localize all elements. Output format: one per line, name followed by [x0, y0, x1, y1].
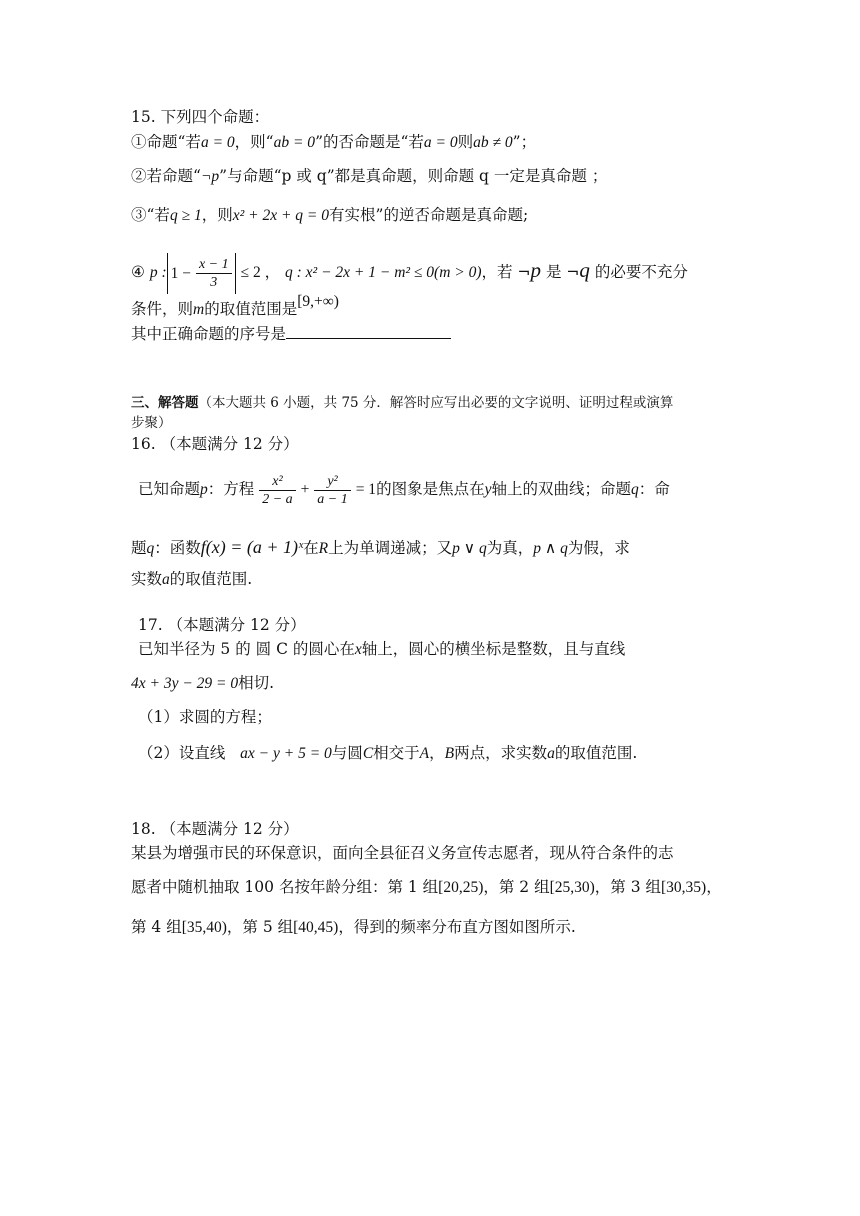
- q15-item-4: ④ p : 1 − $\frac{x - 1}{3}$ ≤ 2 ， q : x² − 2x + 1 − m² ≤ 0(m > 0)，若 ¬p 是 ¬q 的必要不充分: [131, 250, 688, 294]
- q15-title: 15. 下列四个命题：: [131, 108, 270, 126]
- section-heading: 三、解答题（本大题共 6 小题，共 75 分．解答时应写出必要的文字说明、证明过程或演算: [131, 395, 674, 411]
- q17-part-2: （2）设直线 ax − y + 5 = 0与圆C相交于A，B两点，求实数a的取值范围.: [138, 744, 638, 762]
- q18-line-3: 第 4 组[35,40)，第 5 组[40,45)，得到的频率分布直方图如图所示.: [131, 918, 576, 936]
- q17-line-1: 已知半径为 5 的 圆 C 的圆心在x轴上，圆心的横坐标是整数，且与直线: [138, 640, 626, 658]
- q15-answer-line: 其中正确命题的序号是: [131, 323, 451, 345]
- q17-line-2: 4x + 3y − 29 = 0相切.: [131, 674, 275, 692]
- q16-title: 16. （本题满分 12 分）: [131, 435, 299, 453]
- q15-item-1: ①命题“若a = 0，则“ab = 0”的否命题是“若a = 0则ab ≠ 0”；: [131, 133, 537, 151]
- absolute-value: 1 − $\frac{x - 1}{3}$: [167, 253, 236, 294]
- q17-title: 17. （本题满分 12 分）: [138, 616, 306, 634]
- q18-title: 18. （本题满分 12 分）: [131, 820, 299, 838]
- q18-line-1: 某县为增强市民的环保意识，面向全县征召义务宣传志愿者，现从符合条件的志: [131, 844, 674, 862]
- q17-part-1: （1）求圆的方程；: [138, 708, 272, 726]
- q15-item-3: ③“若q ≥ 1，则x² + 2x + q = 0有实根”的逆否命题是真命题;: [131, 206, 529, 224]
- q16-line-2: 题q：函数f(x) = (a + 1)ˣ在R上为单调递减；又p ∨ q为真，p ∧ q为假，求: [131, 537, 630, 557]
- q15-item-2: ②若命题“¬p”与命题“p 或 q”都是真命题，则命题 q 一定是真命题 ；: [131, 167, 608, 185]
- q16-line-3: 实数a的取值范围.: [131, 570, 253, 588]
- q15-item-4-cont: 条件，则m的取值范围是[9,+∞): [131, 293, 339, 318]
- answer-blank: [286, 324, 451, 339]
- section-note-cont: 步聚）: [131, 415, 172, 431]
- q16-line-1: 已知命题p：方程 $\frac{\text{x²}}{2 - a}$ + $\frac{\text{y²}}{a - 1}$ = 1的图象是焦点在y轴上的双曲线；命题q：命: [138, 473, 670, 507]
- q18-line-2: 愿者中随机抽取 100 名按年龄分组：第 1 组[20,25)，第 2 组[25,30)，第 3 组[30,35)，: [131, 878, 722, 896]
